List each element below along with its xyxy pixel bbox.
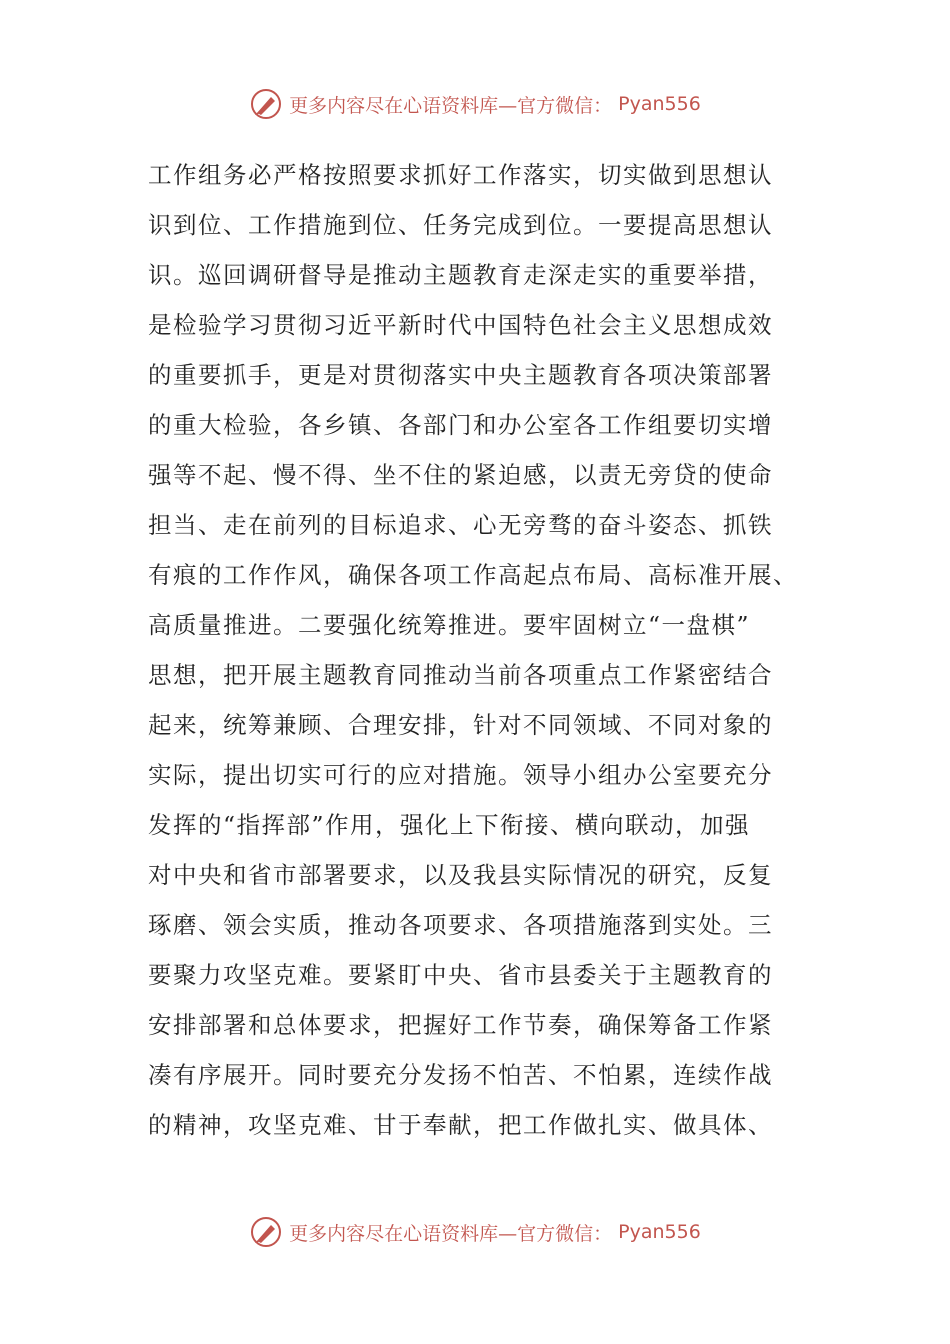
- body-line: 担当、走在前列的目标追求、心无旁骛的奋斗姿态、抓铁: [148, 511, 773, 539]
- body-line: 起来，统筹兼顾、合理安排，针对不同领域、不同对象的: [148, 711, 773, 739]
- body-line: 发挥的“指挥部”作用，强化上下衔接、横向联动，加强: [148, 811, 751, 839]
- body-line: 琢磨、领会实质，推动各项要求、各项措施落到实处。三: [148, 911, 773, 939]
- body-line: 识。巡回调研督导是推动主题教育走深走实的重要举措，: [148, 261, 773, 289]
- pen-nib-logo-icon: [249, 87, 283, 121]
- body-line: 的精神，攻坚克难、甘于奉献，把工作做扎实、做具体、: [148, 1111, 773, 1139]
- body-line: 工作组务必严格按照要求抓好工作落实，切实做到思想认: [148, 161, 773, 189]
- header-watermark-text: 更多内容尽在心语资料库—官方微信：: [289, 94, 613, 117]
- body-line: 的重大检验，各乡镇、各部门和办公室各工作组要切实增: [148, 411, 773, 439]
- footer-watermark: [0, 1208, 950, 1256]
- header-wechat-id: Pyan556: [618, 93, 701, 115]
- body-line: 要聚力攻坚克难。要紧盯中央、省市县委关于主题教育的: [148, 961, 773, 989]
- body-line: 是检验学习贯彻习近平新时代中国特色社会主义思想成效: [148, 311, 773, 339]
- body-line: 实际，提出切实可行的应对措施。领导小组办公室要充分: [148, 761, 773, 789]
- footer-watermark-text: 更多内容尽在心语资料库—官方微信：: [289, 1222, 613, 1245]
- body-line: 有痕的工作作风，确保各项工作高起点布局、高标准开展、: [148, 561, 798, 589]
- body-line: 凑有序展开。同时要充分发扬不怕苦、不怕累，连续作战: [148, 1061, 773, 1089]
- body-line: 的重要抓手，更是对贯彻落实中央主题教育各项决策部署: [148, 361, 773, 389]
- body-line: 对中央和省市部署要求，以及我县实际情况的研究，反复: [148, 861, 773, 889]
- body-line: 思想，把开展主题教育同推动当前各项重点工作紧密结合: [148, 661, 773, 689]
- footer-wechat-id: Pyan556: [618, 1221, 701, 1243]
- header-watermark: [0, 80, 950, 128]
- body-line: 强等不起、慢不得、坐不住的紧迫感，以责无旁贷的使命: [148, 461, 773, 489]
- pen-nib-logo-icon: [249, 1215, 283, 1249]
- document-body: [148, 150, 808, 1150]
- body-line: 高质量推进。二要强化统筹推进。要牢固树立“一盘棋”: [148, 611, 751, 639]
- body-line: 识到位、工作措施到位、任务完成到位。一要提高思想认: [148, 211, 773, 239]
- body-line: 安排部署和总体要求，把握好工作节奏，确保筹备工作紧: [148, 1011, 773, 1039]
